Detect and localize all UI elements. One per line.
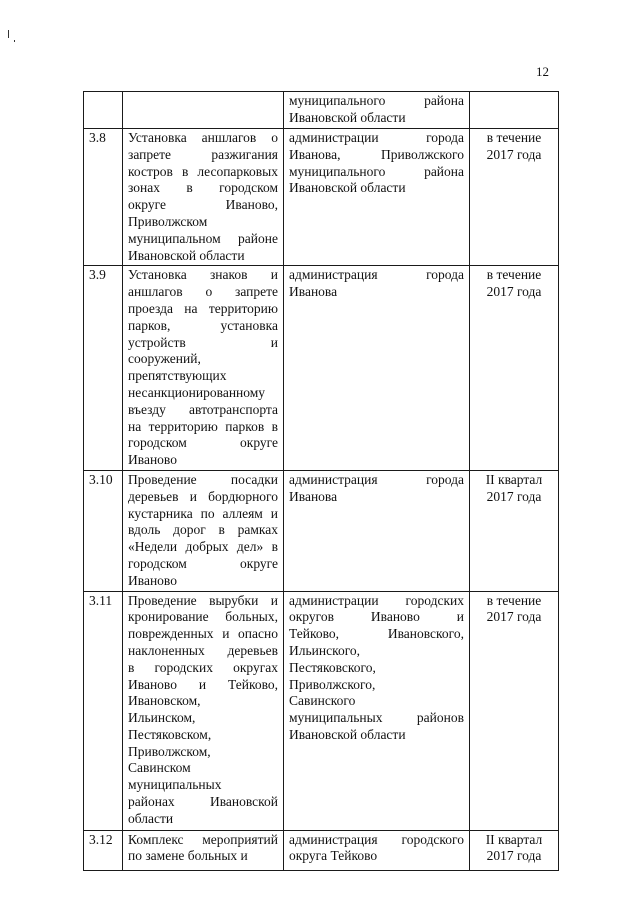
responsible-party [284,591,470,830]
measure-description-line: Установка знаков и [128,267,278,283]
measure-description-line: въезду автотранспорта [128,401,278,417]
deadline-line: в течение [486,592,542,608]
responsible-party-line: Савинского [289,693,356,709]
responsible-party-line: администрация городского [289,831,464,847]
measure-description-line: Приволжском [128,213,208,229]
measure-description-line: «Недели добрых дел» в [128,539,278,555]
table-row [84,92,559,129]
measure-description-line: запрете разжигания [128,146,278,162]
measure-description-line: сооружений, [128,351,201,367]
responsible-party [284,266,470,471]
row-number: 3.10 [84,470,123,591]
measure-description-line: городском округе [128,555,278,571]
deadline-line: в течение [486,267,542,283]
measure-description-line: Иваново и Тейково, [128,676,278,692]
responsible-party-line: Ивановской области [289,726,406,742]
measure-description-line: Пестяковском, [128,726,212,742]
measure-description-line: аншлагов о запрете [128,284,278,300]
measure-description-line: зонах в городском [128,180,278,196]
measures-table [83,91,559,871]
responsible-party-line: муниципальных районов [289,710,464,726]
measure-description-line: по замене больных и [128,848,248,864]
measure-description-line: проезда на территорию [128,300,278,316]
responsible-party-line: Ивановской области [289,109,406,125]
row-number [84,92,123,129]
measure-description-line: на территорию парков в [128,418,278,434]
measure-description-line: вдоль дорог в рамках [128,522,278,538]
measure-description-line: препятствующих [128,368,227,384]
deadline-line: 2017 года [486,609,542,625]
responsible-party-line: округа Тейково [289,848,378,864]
measure-description-line: Комплекс мероприятий [128,831,278,847]
measure-description-line: наклоненных деревьев [128,642,278,658]
responsible-party [284,470,470,591]
row-number: 3.12 [84,830,123,870]
responsible-party [284,129,470,266]
responsible-party-line: Иванова [289,284,338,300]
responsible-party-line: Пестяковского, [289,659,376,675]
deadline-line: 2017 года [486,488,542,504]
measure-description-line: Приволжском, [128,743,211,759]
page-number: 12 [536,64,549,79]
measure-description [123,266,284,471]
measure-description-line: в городских округах [128,659,278,675]
row-number: 3.9 [84,266,123,471]
measure-description-line: парков, установка [128,317,278,333]
table-row [84,830,559,870]
deadline-line: II квартал [485,831,543,847]
measure-description-line: Проведение посадки [128,471,278,487]
measure-description-line: несанкционированному [128,384,266,400]
measure-description-line: поврежденных и опасно [128,626,278,642]
deadline-line: в течение [486,130,542,145]
scan-mark [14,40,15,42]
responsible-party-line: администрация города [289,267,464,283]
measure-description-line: районах Ивановской [128,794,278,810]
deadline [470,591,559,830]
measure-description [123,470,284,591]
measure-description-line: кронирование больных, [128,609,278,625]
row-number: 3.8 [84,129,123,266]
deadline [470,266,559,471]
responsible-party-line: округов Иваново и [289,609,464,625]
responsible-party-line: Ильинского, [289,642,361,658]
measure-description [123,129,284,266]
deadline [470,470,559,591]
measure-description [123,92,284,129]
measure-description-line: Проведение вырубки и [128,592,278,608]
scan-mark [8,30,9,38]
measure-description-line: деревьев и бордюрного [128,488,278,504]
row-number: 3.11 [84,591,123,830]
responsible-party-line: муниципального района [289,93,464,108]
measure-description-line: Иваново [128,572,177,588]
measure-description-line: костров в лесопарковых [128,163,278,179]
measure-description-line: Ивановской области [128,247,245,263]
measure-description-line: Ильинском, [128,710,196,726]
responsible-party-line: администрация города [289,471,464,487]
responsible-party-line: Тейково, Ивановского, [289,626,464,642]
responsible-party-line: Иванова [289,488,338,504]
measure-description-line: Установка аншлагов о [128,130,278,145]
measure-description-line: городском округе [128,435,278,451]
measure-description-line: муниципальном районе [128,230,278,246]
responsible-party-line: Иванова, Приволжского [289,146,464,162]
measure-description-line: Савинском [128,760,191,776]
deadline-line: II квартал [485,471,543,487]
responsible-party-line: администрации городских [289,592,464,608]
deadline-line: 2017 года [486,146,542,162]
table-row [84,266,559,471]
measure-description-line: области [128,810,174,826]
measure-description-line: Иваново [128,452,177,468]
table-row [84,470,559,591]
measure-description-line: Ивановском, [128,693,201,709]
deadline [470,129,559,266]
deadline [470,92,559,129]
table-row [84,129,559,266]
measure-description-line: муниципальных [128,777,222,793]
measure-description [123,830,284,870]
responsible-party-line: Ивановской области [289,180,406,196]
deadline-line: 2017 года [486,848,542,864]
measure-description-line: округе Иваново, [128,197,278,213]
responsible-party [284,830,470,870]
measure-description [123,591,284,830]
deadline-line: 2017 года [486,284,542,300]
measure-description-line: устройств и [128,334,278,350]
measure-description-line: кустарника по аллеям и [128,505,278,521]
responsible-party [284,92,470,129]
responsible-party-line: администрации города [289,130,464,145]
responsible-party-line: муниципального района [289,163,464,179]
table-row [84,591,559,830]
deadline [470,830,559,870]
responsible-party-line: Приволжского, [289,676,376,692]
